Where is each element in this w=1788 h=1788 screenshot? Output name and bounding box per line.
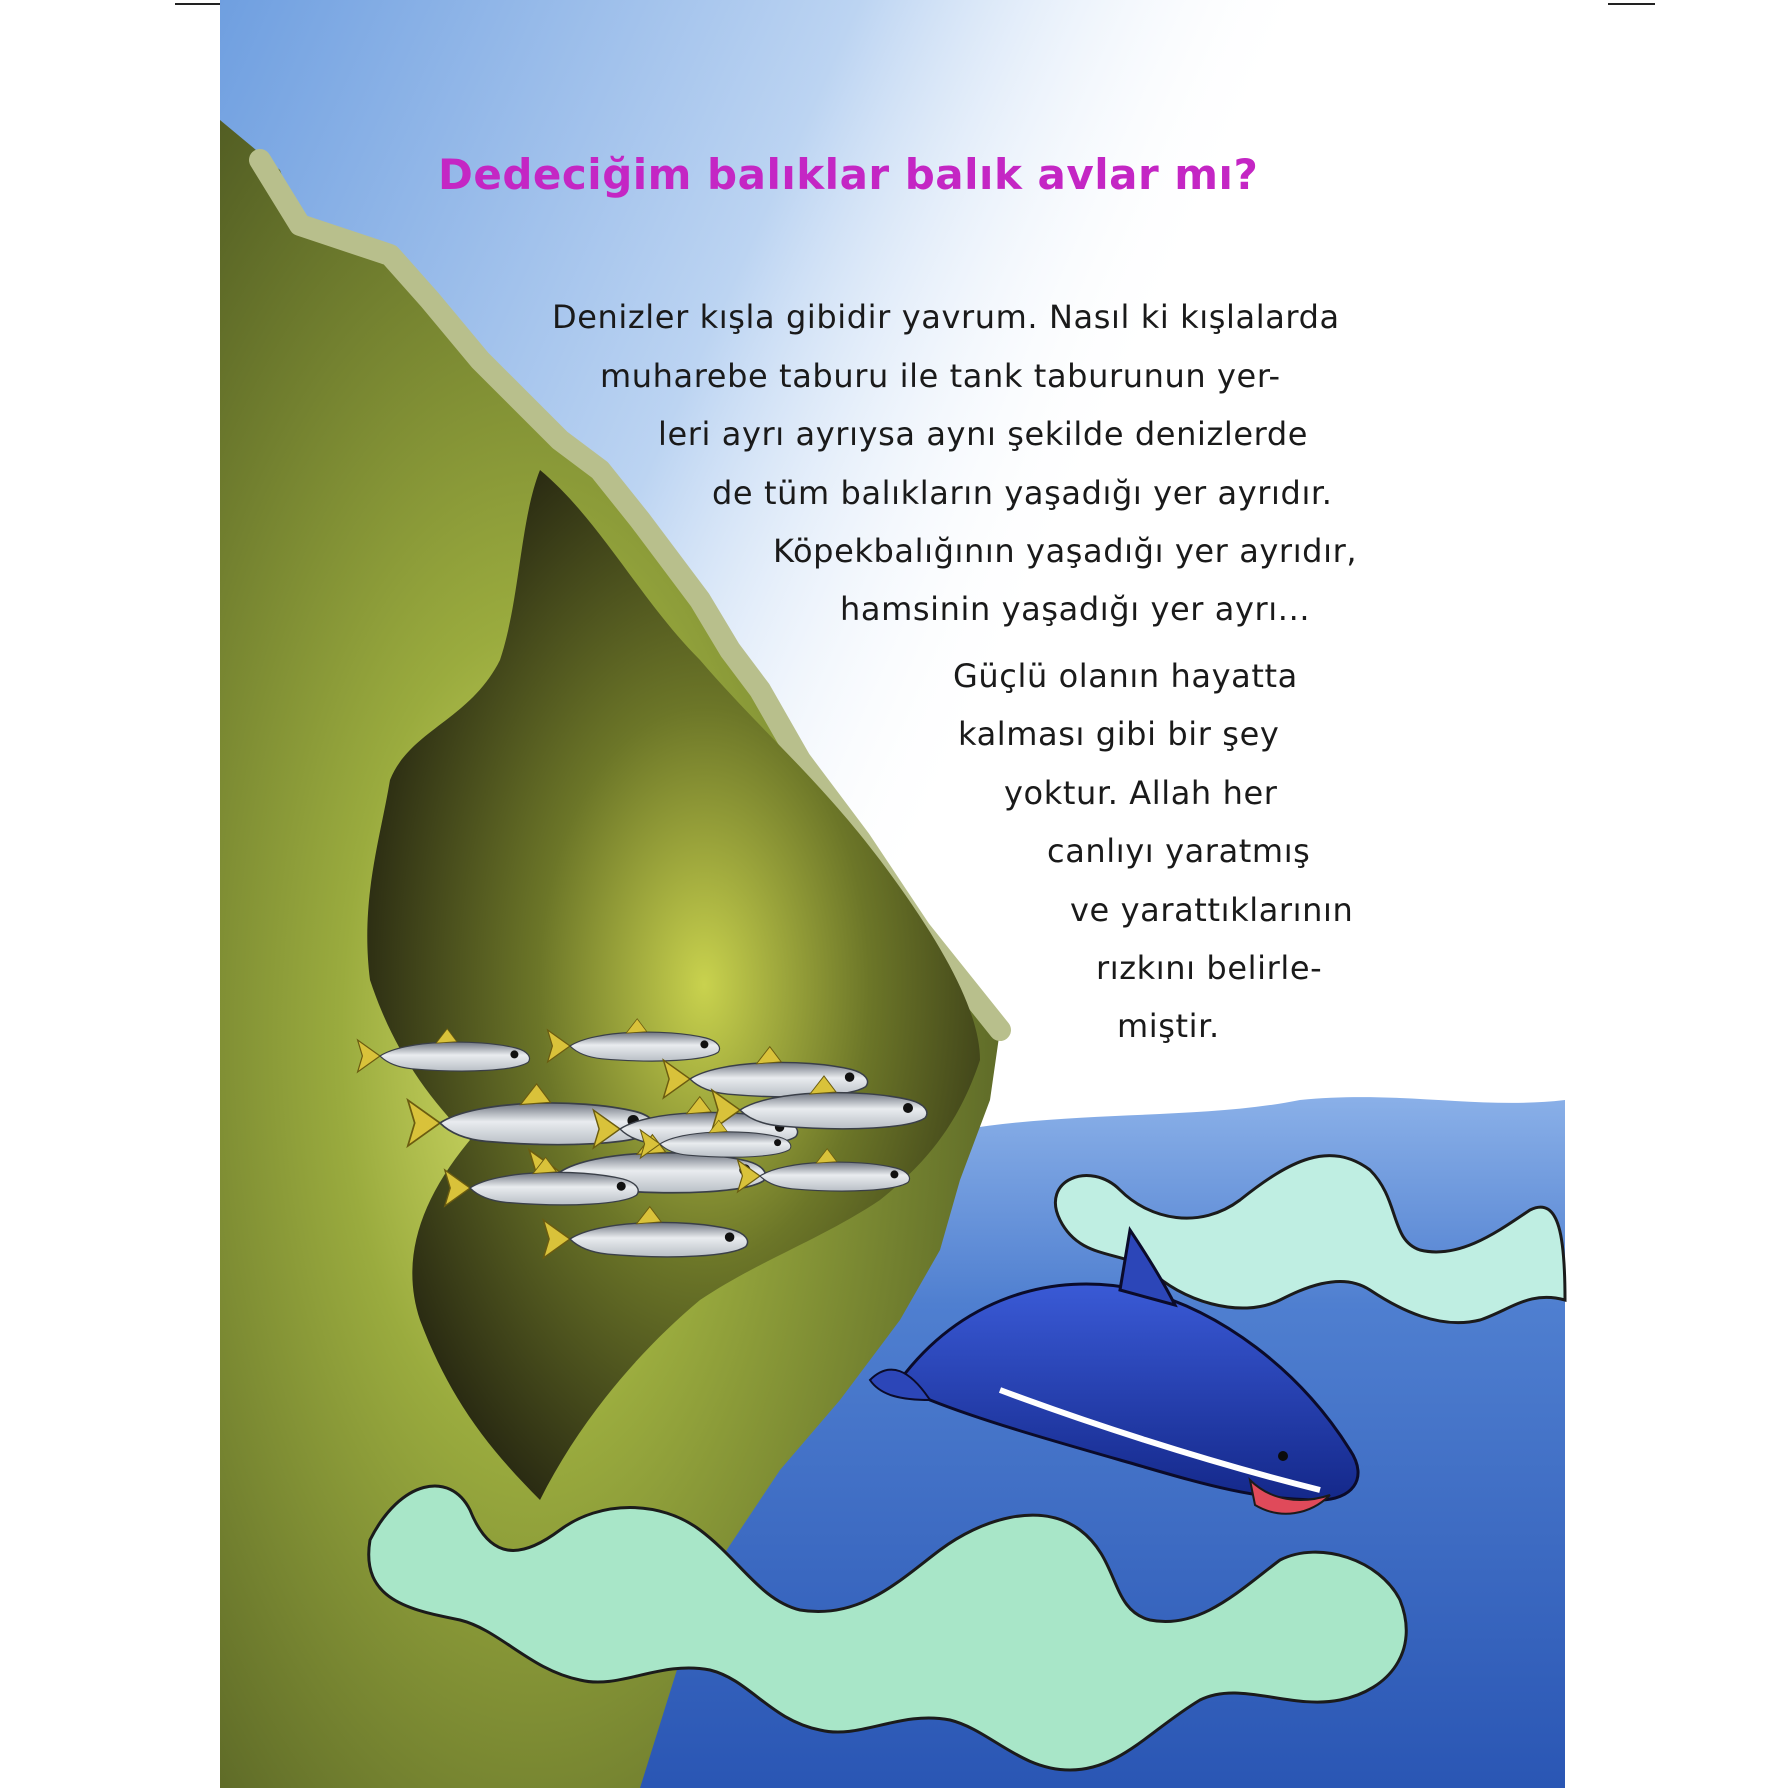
paragraph1-line-6: hamsinin yaşadığı yer ayrı... bbox=[840, 590, 1311, 628]
paragraph1-line-5: Köpekbalığının yaşadığı yer ayrıdır, bbox=[773, 532, 1358, 570]
paragraph1-line-2: muharebe taburu ile tank taburunun yer- bbox=[600, 357, 1281, 395]
paragraph2-line-4: canlıyı yaratmış bbox=[1047, 832, 1311, 870]
paragraph2-line-2: kalması gibi bir şey bbox=[958, 715, 1280, 753]
paragraph1-line-3: leri ayrı ayrıysa aynı şekilde denizlerde bbox=[658, 415, 1309, 453]
crop-mark-left bbox=[175, 3, 220, 5]
crop-mark-right bbox=[1608, 3, 1655, 5]
paragraph2-line-5: ve yarattıklarının bbox=[1070, 891, 1354, 929]
paragraph2-line-1: Güçlü olanın hayatta bbox=[953, 657, 1298, 695]
paragraph2-line-6: rızkını belirle- bbox=[1096, 949, 1323, 987]
paragraph2-line-3: yoktur. Allah her bbox=[1004, 774, 1278, 812]
paragraph1-line-4: de tüm balıkların yaşadığı yer ayrıdır. bbox=[712, 474, 1333, 512]
shark-eye bbox=[1278, 1451, 1288, 1461]
paragraph2-line-7: miştir. bbox=[1117, 1007, 1220, 1045]
page-title: Dedeciğim balıklar balık avlar mı? bbox=[438, 150, 1259, 199]
paragraph1-line-1: Denizler kışla gibidir yavrum. Nasıl ki kışlalarda bbox=[552, 298, 1340, 336]
